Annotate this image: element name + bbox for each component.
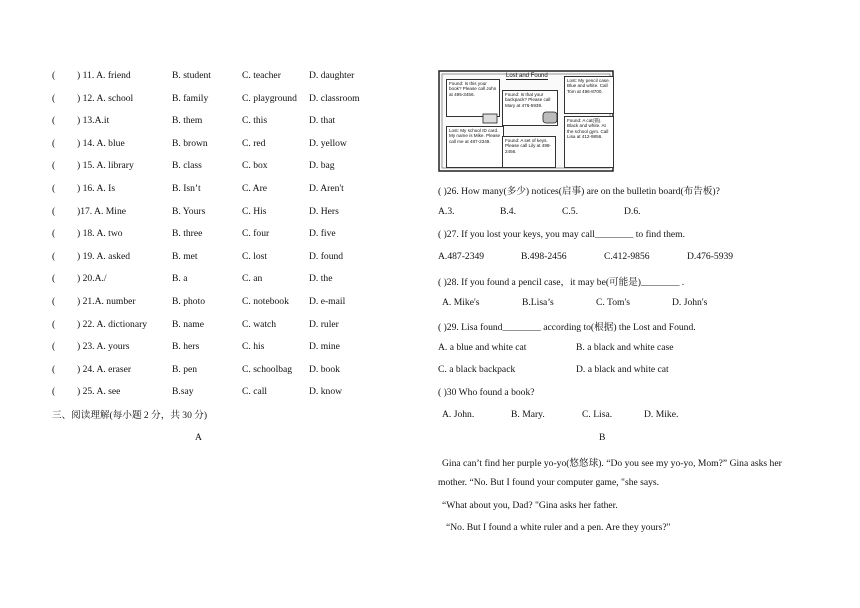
q30-option-d: D. Mike. [644, 409, 679, 420]
option-c: C. Are [242, 183, 268, 194]
q29-option-d: D. a black and white cat [576, 364, 669, 375]
passage-b-line-4: “No. But I found a white ruler and a pen. Are they yours?" [446, 522, 671, 533]
answer-paren: ( [52, 228, 56, 240]
option-b: B. class [172, 160, 202, 172]
q29-option-a: A. a blue and white cat [438, 342, 527, 353]
option-c: C. playground [242, 92, 297, 104]
backpack-icon [540, 110, 560, 124]
board-title: Lost and Found [506, 73, 548, 79]
option-c: C. notebook [242, 296, 289, 307]
q26-option-d: D.6. [624, 206, 641, 217]
option-b: B. a [172, 273, 188, 285]
option-c: C. schoolbag [242, 363, 293, 375]
passage-b-line-3: “What about you, Dad? "Gina asks her father. [442, 500, 618, 511]
question-number-option-a: ) 18. A. two [77, 228, 123, 240]
option-c: C. this [242, 115, 268, 127]
question-26: ( )26. How many(多少) notices(启事) are on the bulletin board(布告板)? [438, 186, 720, 197]
answer-paren: ( [52, 273, 56, 285]
option-b: B. hers [172, 341, 200, 353]
q29-option-b: B. a black and white case [576, 342, 674, 353]
note-found-backpack: Found: Is that your backpack? Please call Mary at 476-5939. [502, 90, 558, 126]
option-b: B. photo [172, 296, 206, 307]
question-number-option-a: ) 16. A. Is [77, 183, 116, 194]
option-d: D. bag [309, 160, 335, 172]
option-b: B. three [172, 228, 203, 240]
question-number-option-a: ) 15. A. library [77, 160, 134, 172]
option-c: C. red [242, 137, 266, 149]
option-d: D. five [309, 228, 336, 240]
option-b: B. student [172, 70, 211, 81]
option-d: D. that [309, 115, 336, 127]
question-number-option-a: ) 21.A. number [77, 296, 136, 307]
q29-option-c: C. a black backpack [438, 364, 516, 375]
option-d: D. mine [309, 341, 340, 353]
option-d: D. e-mail [309, 296, 346, 307]
option-d: D. classroom [309, 92, 360, 104]
q26-option-a: A.3. [438, 206, 455, 217]
q27-option-a: A.487-2349 [438, 251, 485, 262]
book-icon [482, 112, 498, 124]
q28-option-d: D. John's [672, 297, 708, 308]
question-27: ( )27. If you lost your keys, you may call________ to find them. [438, 229, 686, 240]
answer-paren: ( [52, 250, 56, 262]
q26-option-c: C.5. [562, 206, 578, 217]
note-found-keys: Found: A set of keys. Please call Lily at 498-2456. [502, 136, 556, 168]
q27-option-d: D.476-5939 [687, 251, 734, 262]
option-c: C. His [242, 205, 267, 217]
section-a-heading: A [195, 432, 202, 443]
question-number-option-a: ) 13.A.it [77, 115, 110, 127]
question-number-option-a: ) 20.A./ [77, 273, 107, 285]
option-d: D. ruler [309, 318, 339, 330]
answer-paren: ( [52, 70, 56, 81]
option-c: C. box [242, 160, 268, 172]
question-29: ( )29. Lisa found________ according to(根据) the Lost and Found. [438, 322, 696, 333]
option-c: C. four [242, 228, 270, 240]
q30-option-c: C. Lisa. [582, 409, 613, 420]
option-b: B. met [172, 250, 198, 262]
answer-paren: ( [52, 115, 56, 127]
question-number-option-a: ) 24. A. eraser [77, 363, 132, 375]
option-d: D. Hers [309, 205, 339, 217]
option-d: D. book [309, 363, 340, 375]
option-d: D. daughter [309, 70, 355, 81]
note-found-book: Found: Is this your book? Please call John at 495-3456. [446, 79, 500, 117]
q30-option-b: B. Mary. [511, 409, 545, 420]
section-b-heading: B [599, 432, 606, 443]
option-c: C. lost [242, 250, 268, 262]
lost-and-found-board [438, 70, 614, 172]
option-c: C. watch [242, 318, 277, 330]
option-b: B. Isn’t [172, 183, 201, 194]
option-d: D. Aren't [309, 183, 344, 194]
option-d: D. yellow [309, 137, 347, 149]
q30-option-a: A. John. [442, 409, 475, 420]
answer-paren: ( [52, 160, 56, 172]
q28-option-a: A. Mike's [442, 297, 480, 308]
option-b: B.say [172, 386, 194, 398]
note-found-cat: Found: A cat(猫). Black and white. At the school gym. Call Lisa at 412-9856. [564, 116, 614, 168]
option-b: B. Yours [172, 205, 206, 217]
question-number-option-a: ) 12. A. school [77, 92, 134, 104]
option-b: B. family [172, 92, 209, 104]
question-number-option-a: ) 22. A. dictionary [77, 318, 148, 330]
passage-b-line-2: mother. “No. But I found your computer game, "she says. [438, 477, 660, 488]
option-c: C. an [242, 273, 263, 285]
question-number-option-a: ) 23. A. yours [77, 341, 130, 353]
question-number-option-a: ) 19. A. asked [77, 250, 131, 262]
answer-paren: ( [52, 205, 56, 217]
option-b: B. them [172, 115, 203, 127]
question-28: ( )28. If you found a pencil case，it may be(可能是)________ . [438, 277, 685, 288]
q28-option-c: C. Tom's [596, 297, 630, 308]
answer-paren: ( [52, 183, 56, 194]
option-d: D. the [309, 273, 333, 285]
answer-paren: ( [52, 363, 56, 375]
option-c: C. teacher [242, 70, 281, 81]
q27-option-b: B.498-2456 [521, 251, 567, 262]
option-c: C. call [242, 386, 268, 398]
answer-paren: ( [52, 92, 56, 104]
note-lost-pencil-case: Lost: My pencil case. Blue and white. Call Tom at 496-8700. [564, 76, 614, 114]
question-number-option-a: ) 25. A. see [77, 386, 121, 398]
question-number-option-a: ) 11. A. friend [77, 70, 131, 81]
q27-option-c: C.412-9856 [604, 251, 650, 262]
option-d: D. found [309, 250, 344, 262]
passage-b-line-1: Gina can’t find her purple yo-yo(悠悠球). “Do you see my yo-yo, Mom?” Gina asks her [442, 458, 782, 469]
question-30: ( )30 Who found a book? [438, 387, 535, 398]
section-title: 三、阅读理解(每小题 2 分，共 30 分) [52, 410, 208, 421]
q28-option-b: B.Lisa’s [522, 297, 554, 308]
option-d: D. know [309, 386, 343, 398]
answer-paren: ( [52, 386, 56, 398]
option-b: B. brown [172, 137, 208, 149]
option-b: B. pen [172, 363, 198, 375]
q26-option-b: B.4. [500, 206, 516, 217]
question-number-option-a: ) 14. A. blue [77, 137, 125, 149]
option-c: C. his [242, 341, 265, 353]
answer-paren: ( [52, 137, 56, 149]
question-number-option-a: )17. A. Mine [77, 205, 127, 217]
option-b: B. name [172, 318, 204, 330]
answer-paren: ( [52, 318, 56, 330]
answer-paren: ( [52, 341, 56, 353]
note-lost-id-card: Lost: My school ID card. My name is Mike. Please call me at 487-2349. [446, 126, 504, 168]
answer-paren: ( [52, 296, 56, 307]
